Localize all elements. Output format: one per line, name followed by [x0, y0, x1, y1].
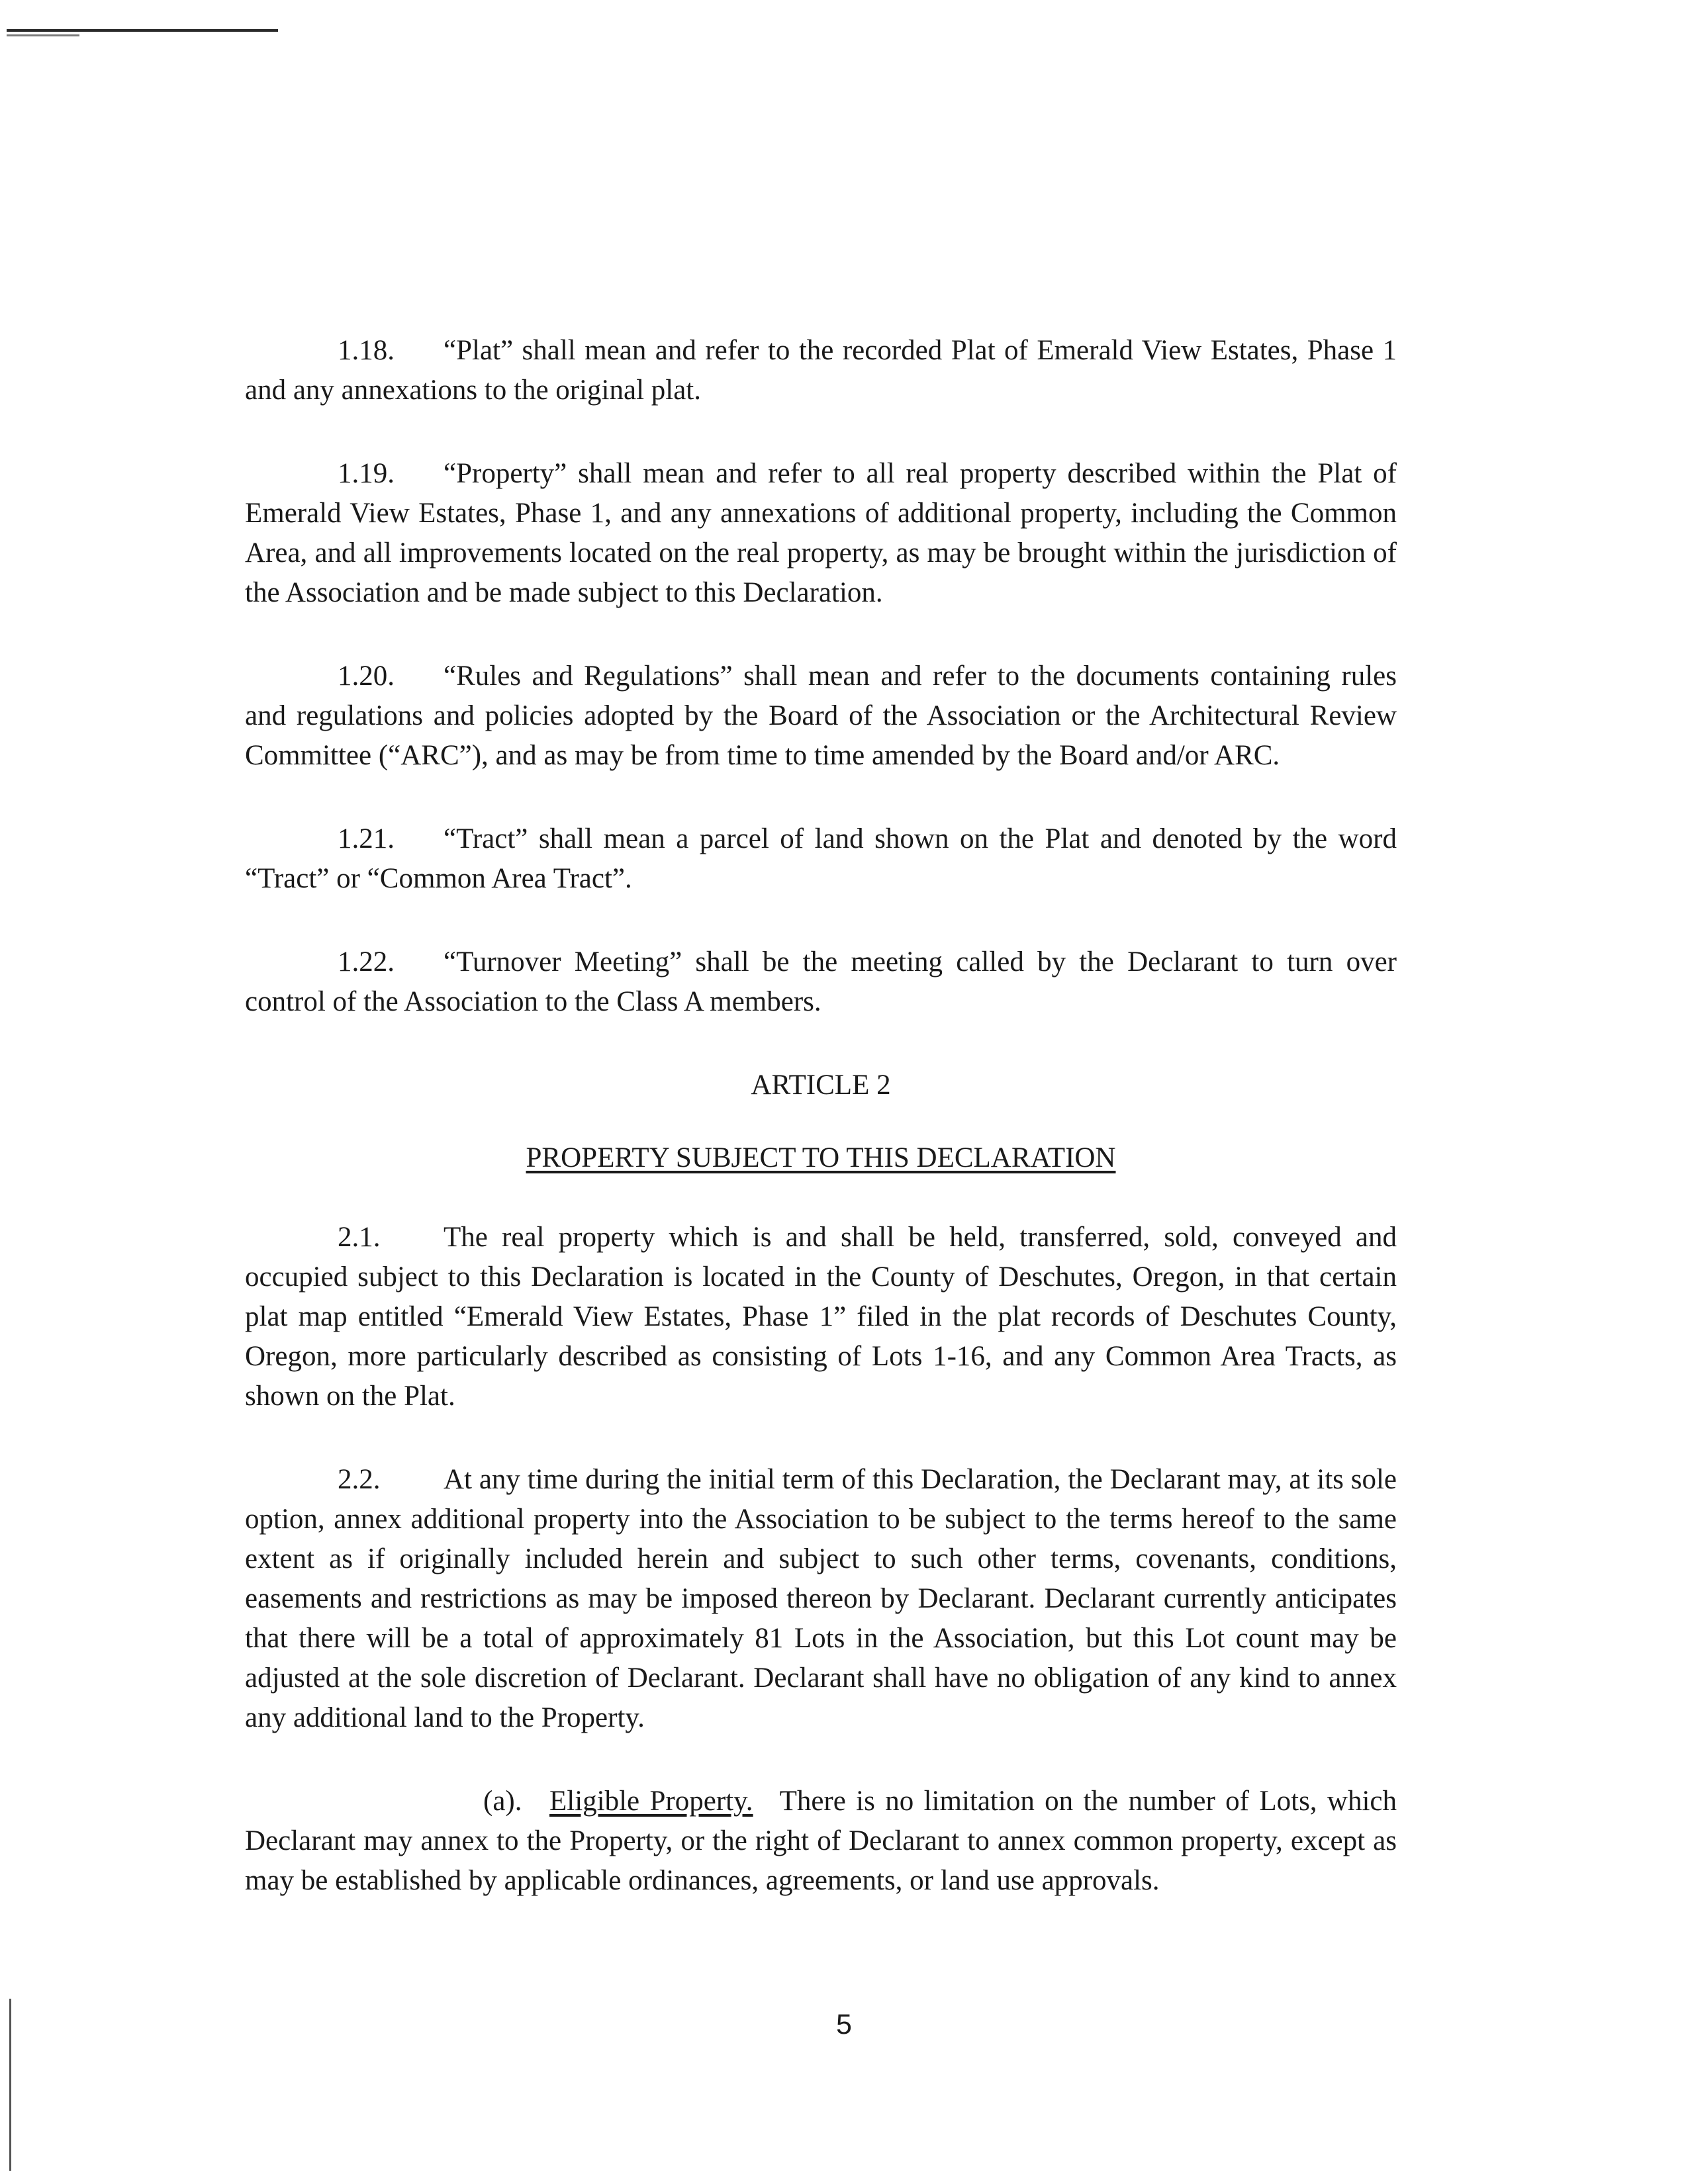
article-heading: PROPERTY SUBJECT TO THIS DECLARATION	[526, 1142, 1116, 1173]
section-text: “Turnover Meeting” shall be the meeting called by the Declarant to turn over control of the Association to the Class A members.	[245, 946, 1397, 1017]
scan-artifact-line-faint	[7, 34, 79, 36]
section-number: 1.22.	[338, 946, 395, 978]
section-text: The real property which is and shall be held, transferred, sold, conveyed and occupied subject to this Declaration is located in the County of Deschutes, Oregon, in that certain plat map entitled “Emerald View Estates, Phase 1” filed in the plat records of Deschutes County, Oregon, more particularly described as consisting of Lots 1-16, and any Common Area Tracts, as shown on the Plat.	[245, 1222, 1397, 1412]
article-label: ARTICLE 2	[751, 1069, 891, 1101]
section-1-22	[245, 942, 1397, 1022]
section-1-19	[245, 454, 1397, 613]
page-number: 5	[836, 2009, 852, 2040]
subsection-2-2-a	[245, 1782, 1397, 1901]
section-2-1	[245, 1218, 1397, 1416]
section-text: “Rules and Regulations” shall mean and refer to the documents containing rules and regulations and policies adopted by the Board of the Association or the Architectural Review Committee (“ARC”), and as may be from time to time amended by the Board and/or ARC.	[245, 660, 1397, 771]
section-1-21	[245, 819, 1397, 899]
section-1-18	[245, 331, 1397, 410]
section-1-20	[245, 657, 1397, 776]
subsection-title: Eligible Property.	[549, 1786, 753, 1817]
section-number: 2.2.	[338, 1464, 381, 1495]
section-number: 1.21.	[338, 823, 395, 854]
section-2-2	[245, 1460, 1397, 1738]
section-number: 1.19.	[338, 458, 395, 489]
section-number: 1.18.	[338, 335, 395, 366]
document-body	[245, 331, 1397, 1944]
scan-artifact-line	[7, 29, 278, 32]
section-number: 1.20.	[338, 660, 395, 692]
subsection-number: (a).	[483, 1786, 522, 1817]
section-text: “Plat” shall mean and refer to the recorded Plat of Emerald View Estates, Phase 1 and any annexations to the original plat.	[245, 335, 1397, 406]
section-text: At any time during the initial term of this Declaration, the Declarant may, at its sole option, annex additional property into the Association to be subject to the terms hereof to the same extent as if originally included herein and subject to such other terms, covenants, conditions, easements and restrictions as may be imposed thereon by Declarant. Declarant currently anticipates that there will be a total of approximately 81 Lots in the Association, but this Lot count may be adjusted at the sole discretion of Declarant. Declarant shall have no obligation of any kind to annex any additional land to the Property.	[245, 1464, 1397, 1733]
section-text: “Property” shall mean and refer to all real property described within the Plat of Emerald View Estates, Phase 1, and any annexations of additional property, including the Common Area, and all improvements located on the real property, as may be brought within the jurisdiction of the Association and be made subject to this Declaration.	[245, 458, 1397, 608]
section-text: “Tract” shall mean a parcel of land shown on the Plat and denoted by the word “Tract” or “Common Area Tract”.	[245, 823, 1397, 894]
subsection-text: There is no limitation on the number of Lots, which Declarant may annex to the Property, or the right of Declarant to annex common property, except as may be established by applicable ordinances, agreements, or land use approvals.	[245, 1786, 1397, 1896]
section-number: 2.1.	[338, 1222, 381, 1253]
